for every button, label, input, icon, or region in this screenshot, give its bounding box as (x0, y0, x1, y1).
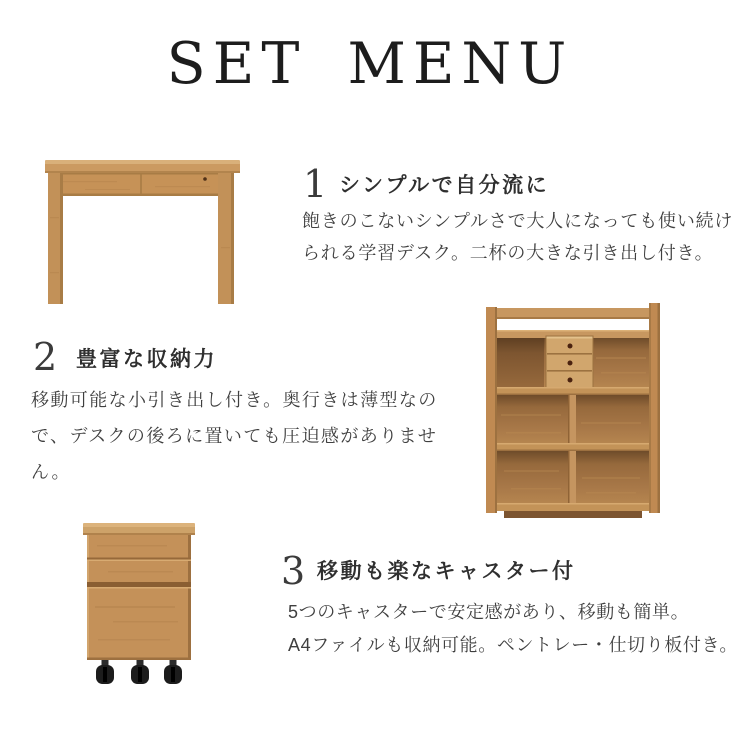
section-2-number: 2 (33, 335, 58, 379)
shelf-illustration (486, 302, 660, 518)
body-line: ん。 (31, 462, 71, 482)
section-1-body (302, 205, 740, 269)
section-2-heading: 豊富な収納力 (76, 348, 217, 371)
body-line: で、デスクの後ろに置いても圧迫感がありませ (31, 426, 438, 446)
cabinet-image (83, 521, 195, 687)
section-3-body (288, 596, 738, 662)
shelf-image (486, 302, 660, 518)
cabinet-illustration (83, 521, 195, 687)
section-3-heading: 移動も楽なキャスター付 (317, 560, 576, 583)
section-1-number: 1 (303, 162, 328, 206)
section-3-number: 3 (281, 549, 306, 593)
desk-image (45, 157, 240, 307)
body-line: 飽きのこないシンプルさで大人になっても使い続け (302, 211, 734, 231)
section-1-heading: シンプルで自分流に (339, 174, 550, 197)
body-line: られる学習デスク。二杯の大きな引き出し付き。 (302, 243, 714, 263)
body-line: A4ファイルも収納可能。ペントレー・仕切り板付き。 (288, 635, 738, 655)
body-line: 5つのキャスターで安定感があり、移動も簡単。 (288, 602, 690, 622)
desk-illustration (45, 157, 240, 307)
page-title: SET MENU (166, 31, 574, 97)
caster-wheels (96, 660, 182, 684)
section-2-body (31, 382, 463, 490)
body-line: 移動可能な小引き出し付き。奥行きは薄型なの (31, 390, 438, 410)
